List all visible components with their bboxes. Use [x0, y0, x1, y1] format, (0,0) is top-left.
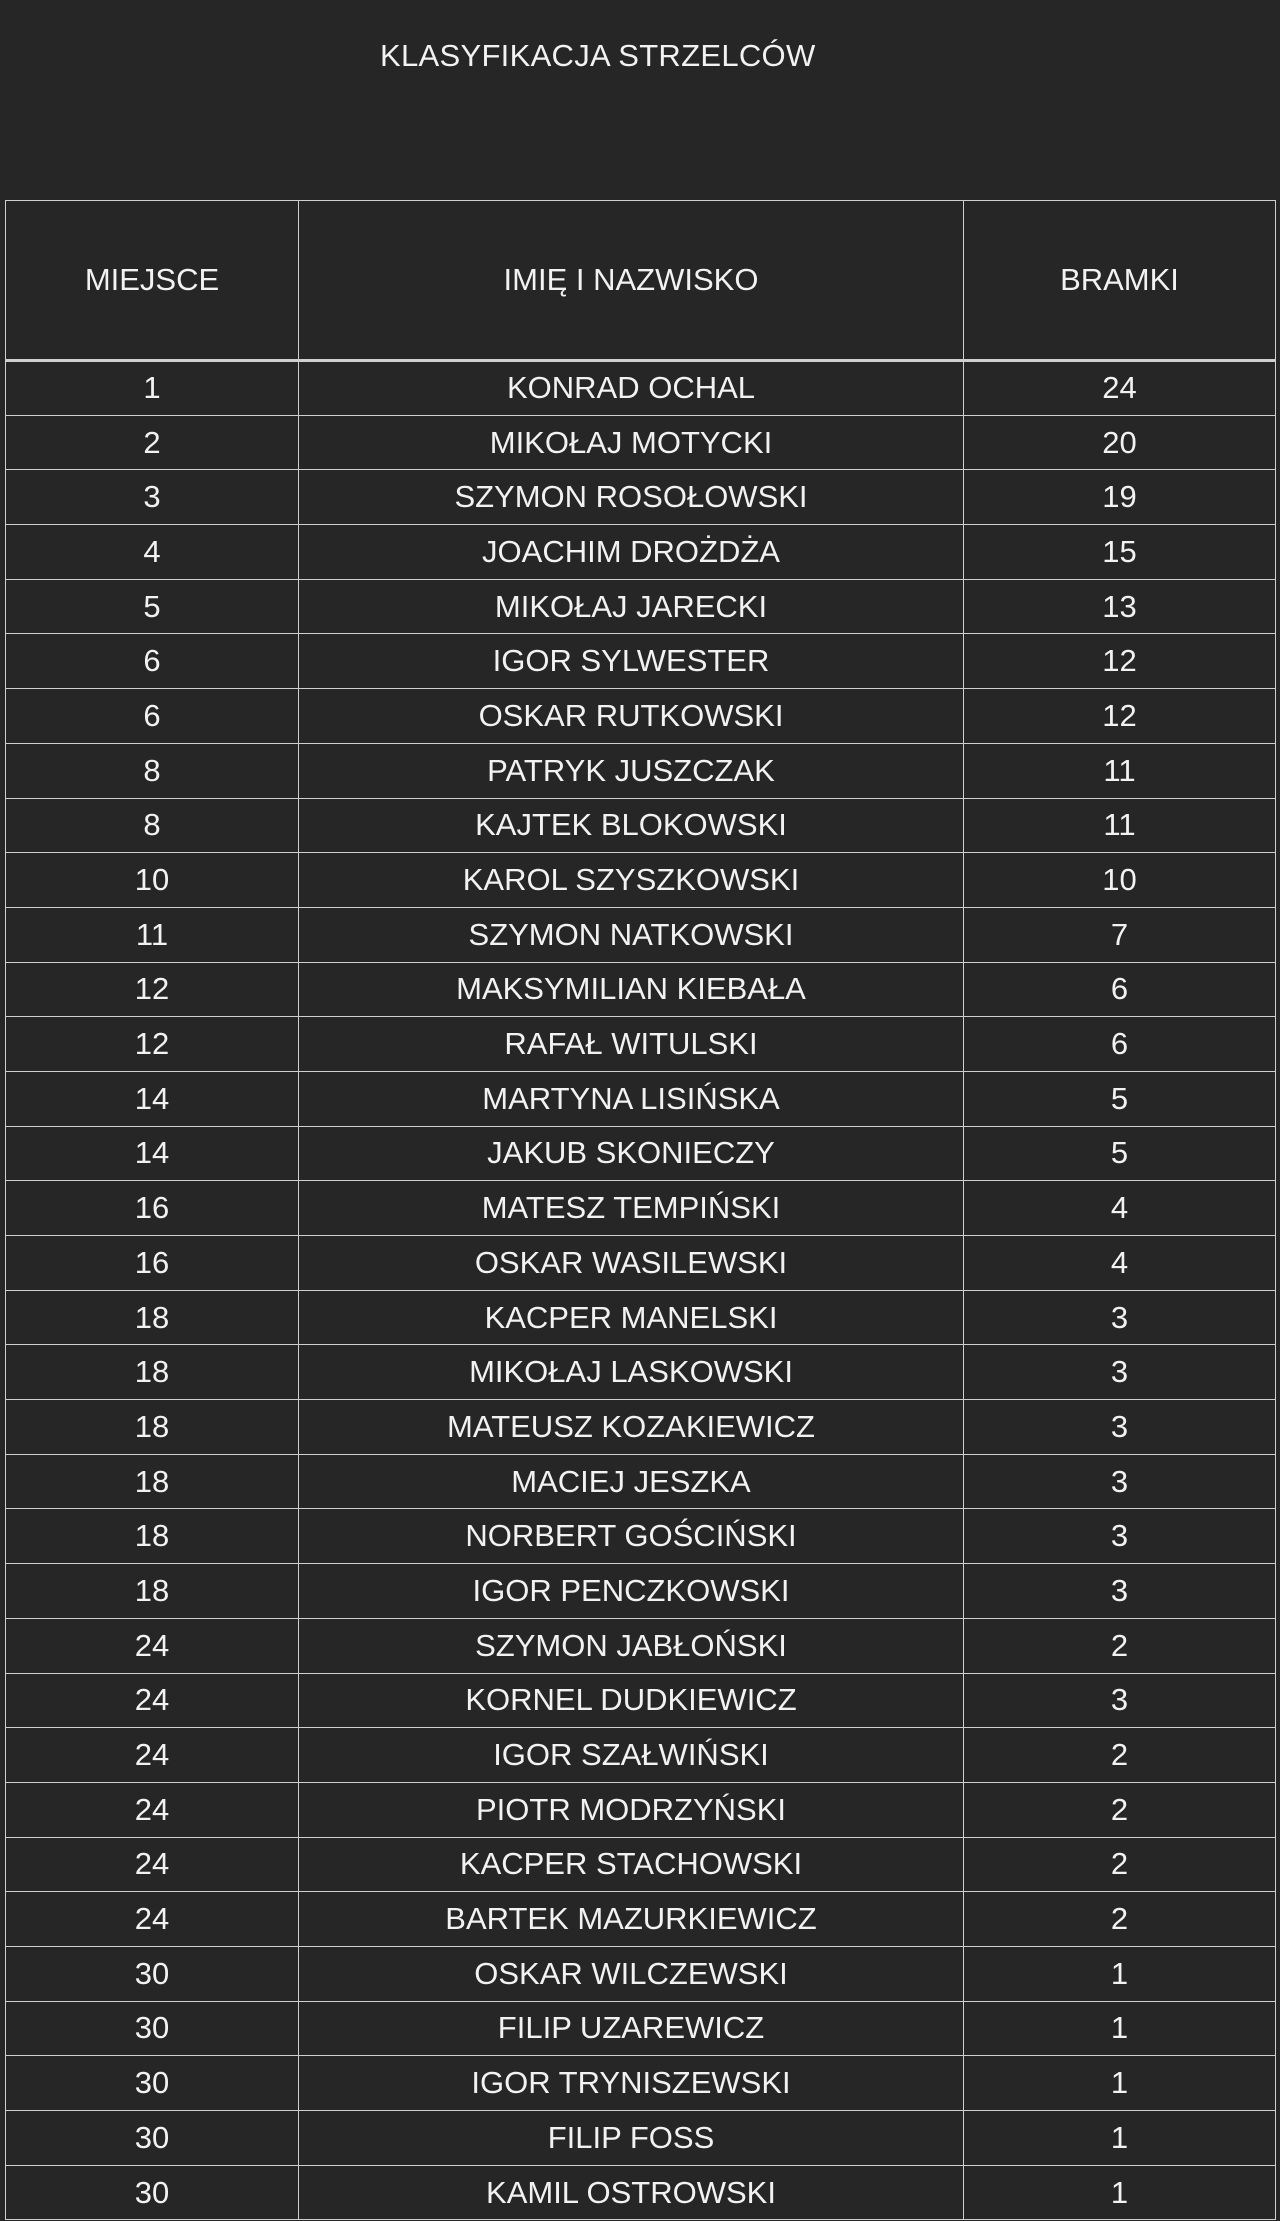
table-row — [6, 1837, 1276, 1892]
place-cell: 12 — [6, 962, 299, 1017]
place-cell: 24 — [6, 1673, 299, 1728]
place-cell: 18 — [6, 1400, 299, 1455]
player-name-cell: PATRYK JUSZCZAK — [299, 743, 964, 798]
table-row — [6, 1400, 1276, 1455]
place-cell: 8 — [6, 798, 299, 853]
player-name-cell: MATESZ TEMPIŃSKI — [299, 1181, 964, 1236]
goals-cell: 2 — [964, 1618, 1276, 1673]
goals-cell: 12 — [964, 634, 1276, 689]
player-name-cell: MAKSYMILIAN KIEBAŁA — [299, 962, 964, 1017]
player-name-cell: KAMIL OSTROWSKI — [299, 2165, 964, 2220]
place-cell: 18 — [6, 1290, 299, 1345]
table-row — [6, 1618, 1276, 1673]
goals-cell: 2 — [964, 1892, 1276, 1947]
table-row — [6, 470, 1276, 525]
place-cell: 14 — [6, 1126, 299, 1181]
goals-cell: 1 — [964, 1946, 1276, 2001]
goals-cell: 4 — [964, 1181, 1276, 1236]
player-name-cell: FILIP UZAREWICZ — [299, 2001, 964, 2056]
player-name-cell: MIKOŁAJ LASKOWSKI — [299, 1345, 964, 1400]
table-row — [6, 1017, 1276, 1072]
place-cell: 11 — [6, 907, 299, 962]
table-row — [6, 798, 1276, 853]
goals-cell: 2 — [964, 1837, 1276, 1892]
player-name-cell: SZYMON NATKOWSKI — [299, 907, 964, 962]
goals-cell: 2 — [964, 1728, 1276, 1783]
header-place: MIEJSCE — [6, 201, 299, 361]
table-row — [6, 2056, 1276, 2111]
header-row — [6, 201, 1276, 361]
goals-cell: 24 — [964, 361, 1276, 416]
player-name-cell: IGOR SZAŁWIŃSKI — [299, 1728, 964, 1783]
place-cell: 30 — [6, 1946, 299, 2001]
place-cell: 1 — [6, 361, 299, 416]
goals-cell: 1 — [964, 2001, 1276, 2056]
goals-cell: 11 — [964, 743, 1276, 798]
goals-cell: 1 — [964, 2111, 1276, 2166]
player-name-cell: JOACHIM DROŻDŻA — [299, 525, 964, 580]
goals-cell: 6 — [964, 1017, 1276, 1072]
player-name-cell: IGOR PENCZKOWSKI — [299, 1564, 964, 1619]
goals-cell: 3 — [964, 1400, 1276, 1455]
goals-cell: 6 — [964, 962, 1276, 1017]
place-cell: 24 — [6, 1782, 299, 1837]
table-row — [6, 1071, 1276, 1126]
goals-cell: 5 — [964, 1126, 1276, 1181]
player-name-cell: KAROL SZYSZKOWSKI — [299, 853, 964, 908]
place-cell: 24 — [6, 1892, 299, 1947]
table-row — [6, 579, 1276, 634]
place-cell: 24 — [6, 1728, 299, 1783]
place-cell: 30 — [6, 2056, 299, 2111]
player-name-cell: OSKAR WASILEWSKI — [299, 1236, 964, 1291]
goals-cell: 11 — [964, 798, 1276, 853]
goals-cell: 3 — [964, 1673, 1276, 1728]
goals-cell: 1 — [964, 2165, 1276, 2220]
table-row — [6, 525, 1276, 580]
goals-cell: 3 — [964, 1290, 1276, 1345]
table-row — [6, 1290, 1276, 1345]
goals-cell: 15 — [964, 525, 1276, 580]
place-cell: 8 — [6, 743, 299, 798]
table-row — [6, 415, 1276, 470]
player-name-cell: KACPER MANELSKI — [299, 1290, 964, 1345]
place-cell: 10 — [6, 853, 299, 908]
goals-cell: 3 — [964, 1454, 1276, 1509]
table-row — [6, 2001, 1276, 2056]
player-name-cell: FILIP FOSS — [299, 2111, 964, 2166]
player-name-cell: RAFAŁ WITULSKI — [299, 1017, 964, 1072]
place-cell: 2 — [6, 415, 299, 470]
table-row — [6, 1236, 1276, 1291]
header-goals: BRAMKI — [964, 201, 1276, 361]
table-row — [6, 907, 1276, 962]
place-cell: 24 — [6, 1837, 299, 1892]
player-name-cell: BARTEK MAZURKIEWICZ — [299, 1892, 964, 1947]
table-row — [6, 2111, 1276, 2166]
scorers-table — [5, 200, 1276, 2220]
table-row — [6, 1728, 1276, 1783]
goals-cell: 4 — [964, 1236, 1276, 1291]
player-name-cell: MIKOŁAJ MOTYCKI — [299, 415, 964, 470]
player-name-cell: SZYMON ROSOŁOWSKI — [299, 470, 964, 525]
goals-cell: 13 — [964, 579, 1276, 634]
player-name-cell: KONRAD OCHAL — [299, 361, 964, 416]
goals-cell: 12 — [964, 689, 1276, 744]
table-row — [6, 1345, 1276, 1400]
place-cell: 14 — [6, 1071, 299, 1126]
table-row — [6, 853, 1276, 908]
table-row — [6, 1126, 1276, 1181]
place-cell: 5 — [6, 579, 299, 634]
goals-cell: 3 — [964, 1564, 1276, 1619]
place-cell: 30 — [6, 2001, 299, 2056]
table-row — [6, 743, 1276, 798]
goals-cell: 3 — [964, 1509, 1276, 1564]
place-cell: 18 — [6, 1564, 299, 1619]
player-name-cell: SZYMON JABŁOŃSKI — [299, 1618, 964, 1673]
player-name-cell: IGOR SYLWESTER — [299, 634, 964, 689]
goals-cell: 5 — [964, 1071, 1276, 1126]
table-row — [6, 1782, 1276, 1837]
place-cell: 30 — [6, 2165, 299, 2220]
goals-cell: 7 — [964, 907, 1276, 962]
header-name: IMIĘ I NAZWISKO — [299, 201, 964, 361]
goals-cell: 2 — [964, 1782, 1276, 1837]
goals-cell: 19 — [964, 470, 1276, 525]
table-body — [6, 361, 1276, 2220]
table-row — [6, 689, 1276, 744]
player-name-cell: MATEUSZ KOZAKIEWICZ — [299, 1400, 964, 1455]
player-name-cell: OSKAR RUTKOWSKI — [299, 689, 964, 744]
table-row — [6, 2165, 1276, 2220]
goals-cell: 20 — [964, 415, 1276, 470]
place-cell: 12 — [6, 1017, 299, 1072]
player-name-cell: KORNEL DUDKIEWICZ — [299, 1673, 964, 1728]
place-cell: 6 — [6, 689, 299, 744]
player-name-cell: MARTYNA LISIŃSKA — [299, 1071, 964, 1126]
player-name-cell: NORBERT GOŚCIŃSKI — [299, 1509, 964, 1564]
place-cell: 16 — [6, 1236, 299, 1291]
player-name-cell: OSKAR WILCZEWSKI — [299, 1946, 964, 2001]
place-cell: 6 — [6, 634, 299, 689]
player-name-cell: PIOTR MODRZYŃSKI — [299, 1782, 964, 1837]
table-row — [6, 1509, 1276, 1564]
player-name-cell: KACPER STACHOWSKI — [299, 1837, 964, 1892]
player-name-cell: IGOR TRYNISZEWSKI — [299, 2056, 964, 2111]
player-name-cell: KAJTEK BLOKOWSKI — [299, 798, 964, 853]
page-title: KLASYFIKACJA STRZELCÓW — [380, 38, 816, 73]
table-row — [6, 1892, 1276, 1947]
goals-cell: 10 — [964, 853, 1276, 908]
table-header — [6, 201, 1276, 361]
place-cell: 24 — [6, 1618, 299, 1673]
place-cell: 18 — [6, 1345, 299, 1400]
table-row — [6, 634, 1276, 689]
table-row — [6, 1673, 1276, 1728]
place-cell: 16 — [6, 1181, 299, 1236]
place-cell: 18 — [6, 1509, 299, 1564]
place-cell: 18 — [6, 1454, 299, 1509]
place-cell: 3 — [6, 470, 299, 525]
place-cell: 30 — [6, 2111, 299, 2166]
goals-cell: 1 — [964, 2056, 1276, 2111]
player-name-cell: JAKUB SKONIECZY — [299, 1126, 964, 1181]
goals-cell: 3 — [964, 1345, 1276, 1400]
table-row — [6, 361, 1276, 416]
place-cell: 4 — [6, 525, 299, 580]
table-row — [6, 1946, 1276, 2001]
table-row — [6, 1564, 1276, 1619]
table-row — [6, 962, 1276, 1017]
player-name-cell: MIKOŁAJ JARECKI — [299, 579, 964, 634]
player-name-cell: MACIEJ JESZKA — [299, 1454, 964, 1509]
table-row — [6, 1181, 1276, 1236]
table-row — [6, 1454, 1276, 1509]
